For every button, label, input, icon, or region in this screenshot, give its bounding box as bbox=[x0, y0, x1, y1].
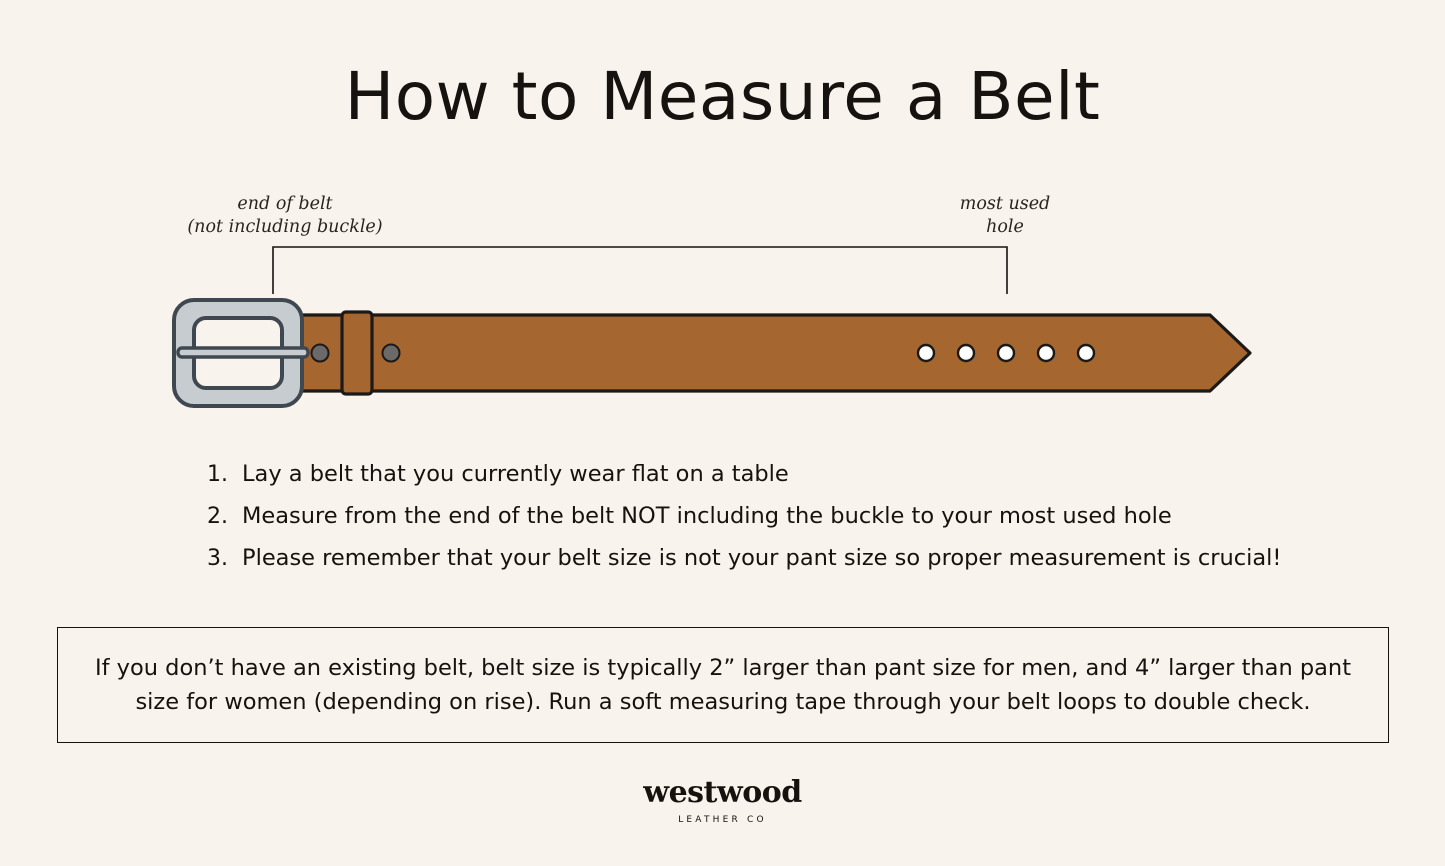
rivet bbox=[383, 345, 400, 362]
belt-hole-most-used bbox=[998, 345, 1014, 361]
belt-illustration bbox=[160, 288, 1270, 418]
step-number: 3. bbox=[207, 545, 228, 571]
note-text: If you don’t have an existing belt, belt size is typically 2” larger than pant size for men, and 4” larger than pant size for women (depending on rise). Run a soft measuring tape through your belt loops to double check. bbox=[94, 654, 1352, 715]
brand-logo bbox=[0, 775, 1445, 825]
measurement-bracket-icon bbox=[272, 246, 1008, 294]
belt-hole bbox=[918, 345, 934, 361]
list-item bbox=[190, 542, 1310, 575]
step-text: Please remember that your belt size is not your pant size so proper measurement is crucial! bbox=[242, 544, 1282, 571]
instructions-list bbox=[190, 458, 1310, 584]
page-title: How to Measure a Belt bbox=[344, 58, 1101, 135]
brand-tagline: LEATHER CO bbox=[678, 815, 767, 825]
callout-end-of-belt-line1: end of belt bbox=[237, 194, 333, 214]
callout-end-of-belt bbox=[175, 193, 395, 239]
callout-most-used-hole bbox=[915, 193, 1095, 239]
step-text: Lay a belt that you currently wear flat on a table bbox=[242, 461, 789, 487]
belt-hole bbox=[1038, 345, 1054, 361]
belt-keeper-loop bbox=[342, 312, 372, 394]
callout-end-of-belt-line2: (not including buckle) bbox=[187, 216, 383, 237]
belt-hole bbox=[958, 345, 974, 361]
callout-most-used-hole-line1: most used bbox=[959, 194, 1051, 214]
step-text: Measure from the end of the belt NOT including the buckle to your most used hole bbox=[242, 502, 1172, 529]
belt-hole bbox=[1078, 345, 1094, 361]
belt-buckle bbox=[174, 300, 308, 406]
list-item bbox=[190, 458, 1310, 491]
rivet bbox=[312, 345, 329, 362]
step-number: 1. bbox=[207, 462, 228, 487]
brand-name: westwood bbox=[643, 775, 802, 810]
step-number: 2. bbox=[207, 503, 228, 529]
note-box bbox=[57, 627, 1389, 743]
belt-strap bbox=[278, 315, 1250, 391]
callout-most-used-hole-line2: hole bbox=[986, 216, 1024, 237]
list-item bbox=[190, 500, 1310, 533]
